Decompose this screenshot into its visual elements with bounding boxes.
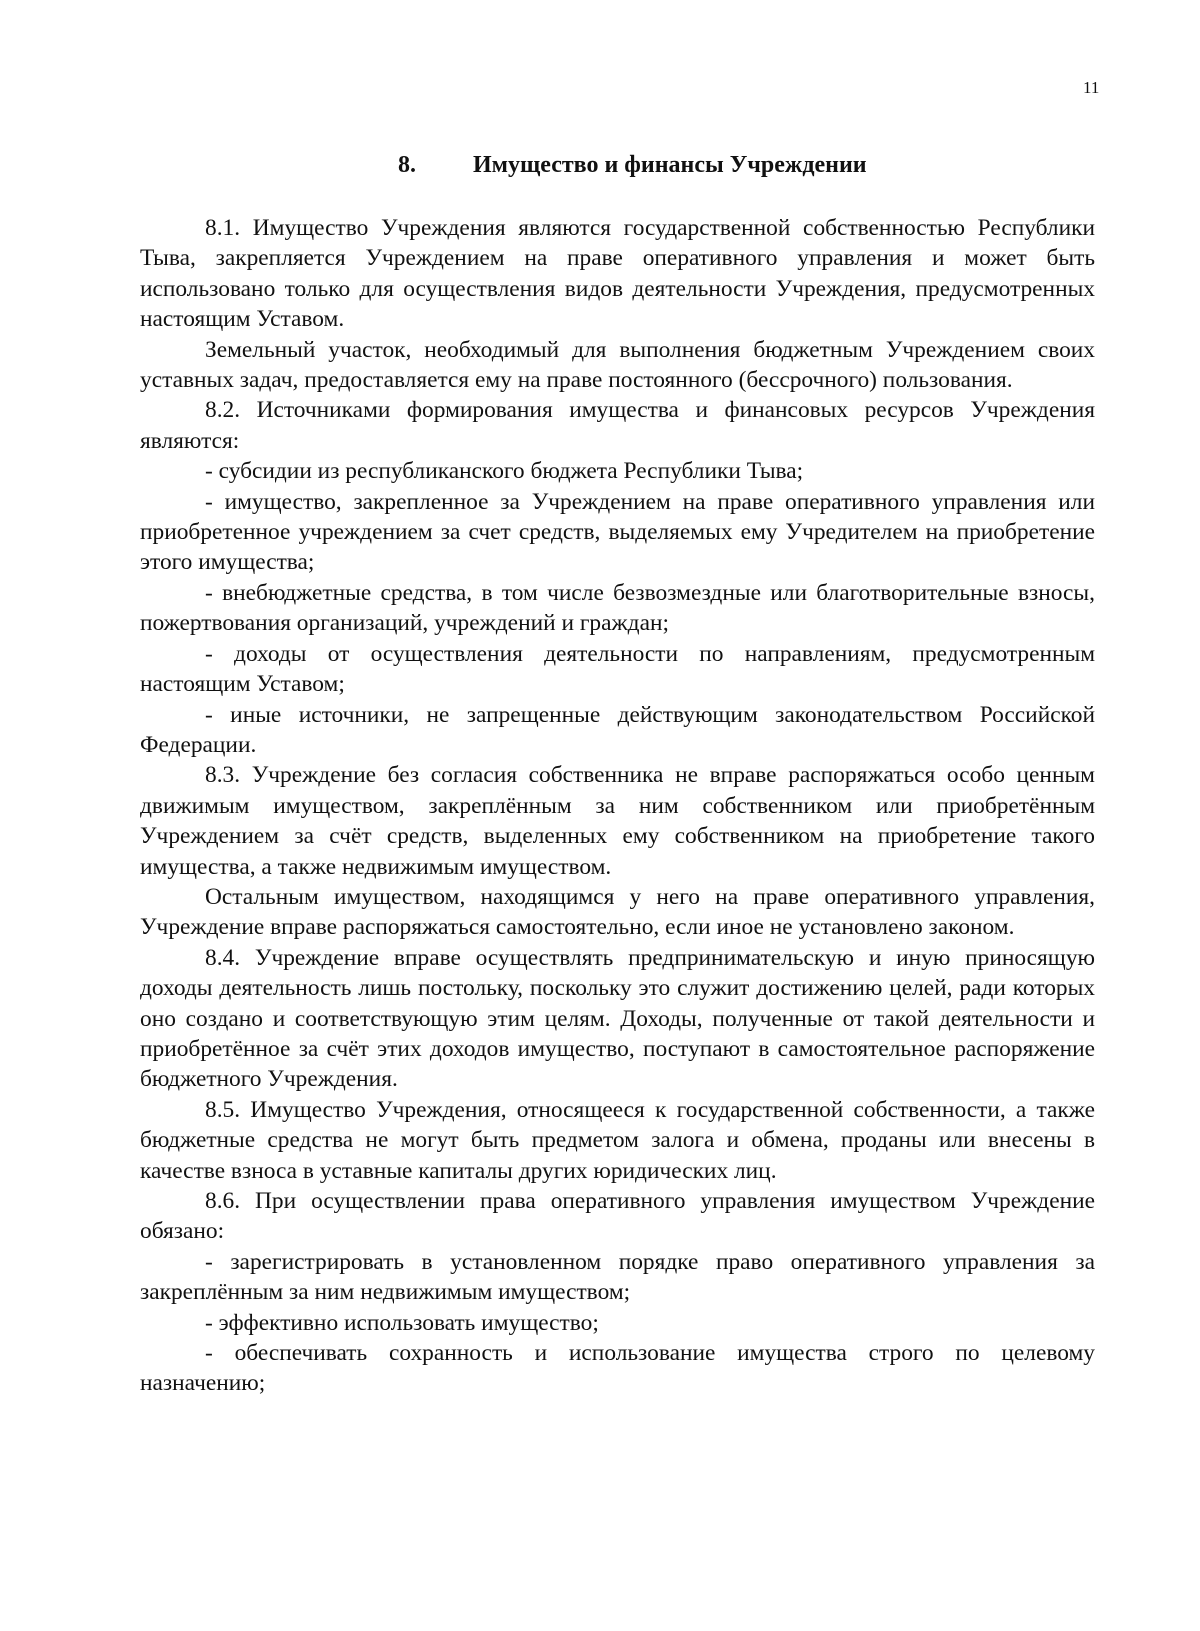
section-number: 8. bbox=[398, 152, 416, 178]
section-title: Имущество и финансы Учреждении bbox=[473, 152, 867, 178]
paragraph: 8.3. Учреждение без согласия собственника не вправе распоряжаться особо ценным движимым имуществом, закреплённым за ним собственником или приобретённым Учреждением за счёт средств, выделенных ему собственником на приобретение такого имущества, а также недвижимым имуществом. bbox=[140, 762, 1095, 880]
list-item: - зарегистрировать в установленном порядке право оперативного управления за закреплённым за ним недвижимым имуществом; bbox=[140, 1248, 1095, 1306]
list-item: - субсидии из республиканского бюджета Республики Тыва; bbox=[205, 458, 804, 485]
paragraph: 8.2. Источниками формирования имущества и финансовых ресурсов Учреждения являются: bbox=[140, 397, 1095, 454]
list-item: - эффективно использовать имущество; bbox=[205, 1309, 599, 1336]
list-item: - имущество, закрепленное за Учреждением на праве оперативного управления или приобретенное учреждением за счет средств, выделяемых ему Учредителем на приобретение этого имущества; bbox=[140, 488, 1095, 576]
list-item: - обеспечивать сохранность и использование имущества строго по целевому назначению; bbox=[140, 1340, 1095, 1397]
paragraph: Земельный участок, необходимый для выполнения бюджетным Учреждением своих уставных задач, предоставляется ему на праве постоянного (бессрочного) пользования. bbox=[140, 336, 1095, 394]
list-item: - иные источники, не запрещенные действующим законодательством Российской Федерации. bbox=[140, 701, 1095, 758]
paragraph: 8.1. Имущество Учреждения являются государственной собственностью Республики Тыва, закрепляется Учреждением на праве оперативного управления и может быть использовано только для осуществления видов деятельности Учреждения, предусмотренных настоящим Уставом. bbox=[140, 215, 1095, 333]
list-item: - доходы от осуществления деятельности по направлениям, предусмотренным настоящим Уставом; bbox=[140, 640, 1095, 698]
section-body bbox=[140, 213, 1095, 1399]
paragraph: Остальным имуществом, находящимся у него на праве оперативного управления, Учреждение вправе распоряжаться самостоятельно, если иное не установлено законом. bbox=[140, 883, 1095, 941]
paragraph: 8.6. При осуществлении права оперативного управления имуществом Учреждение обязано: bbox=[140, 1188, 1095, 1245]
list-item: - внебюджетные средства, в том числе безвозмездные или благотворительные взносы, пожертвования организаций, учреждений и граждан; bbox=[140, 579, 1095, 637]
page-number: 11 bbox=[1083, 78, 1100, 97]
paragraph: 8.5. Имущество Учреждения, относящееся к государственной собственности, а также бюджетные средства не могут быть предметом залога и обмена, проданы или внесены в качестве взноса в уставные капиталы других юридических лиц. bbox=[140, 1096, 1095, 1184]
paragraph: 8.4. Учреждение вправе осуществлять предпринимательскую и иную приносящую доходы деятельность лишь постольку, поскольку это служит достижению целей, ради которых оно создано и соответствующую этим целям. Доходы, полученные от такой деятельности и приобретённое за счёт этих доходов имущество, поступают в самостоятельное распоряжение бюджетного Учреждения. bbox=[140, 944, 1095, 1093]
